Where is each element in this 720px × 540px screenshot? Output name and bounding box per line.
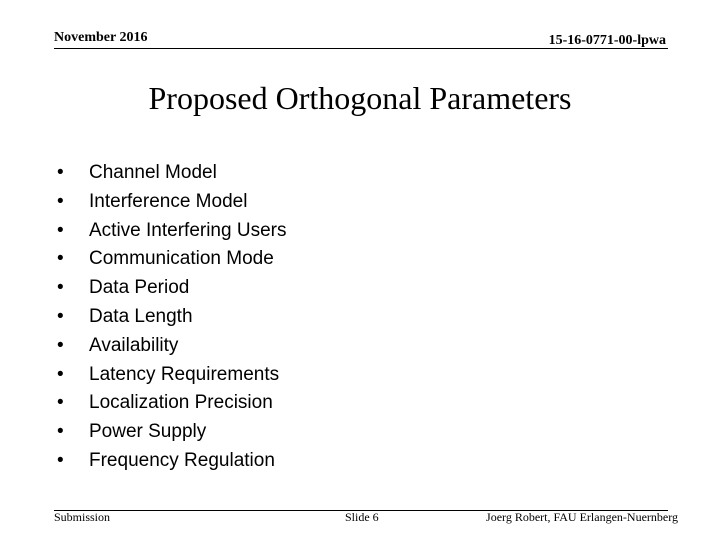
bullet-text: Latency Requirements (89, 363, 280, 385)
bullet-text: Data Period (89, 277, 190, 299)
bullet-text: Interference Model (89, 190, 248, 212)
slide-title: Proposed Orthogonal Parameters (148, 80, 572, 116)
bullet-icon: • (57, 334, 64, 356)
bullet-icon: • (57, 449, 64, 471)
header-doc-id: 15-16-0771-00-lpwa (548, 33, 666, 48)
footer-slide-number: Slide 6 (345, 510, 379, 524)
bullet-text: Frequency Regulation (89, 449, 275, 471)
bullet-icon: • (57, 363, 64, 385)
bullet-text: Communication Mode (89, 248, 274, 270)
bullet-icon: • (57, 392, 64, 414)
bullet-text: Active Interfering Users (89, 219, 287, 241)
header-date: November 2016 (54, 30, 148, 45)
bullet-icon: • (57, 162, 64, 183)
bullet-icon: • (57, 305, 64, 327)
bullet-text: Localization Precision (89, 392, 273, 414)
bullet-text: Availability (89, 334, 179, 356)
footer-author: Joerg Robert, FAU Erlangen-Nuernberg (486, 510, 678, 524)
header-divider (54, 48, 668, 49)
footer-submission: Submission (54, 510, 111, 524)
bullet-text: Channel Model (89, 162, 217, 183)
bullet-text: Power Supply (89, 421, 207, 443)
bullet-icon: • (57, 421, 64, 443)
bullet-icon: • (57, 219, 64, 241)
bullet-text: Data Length (89, 305, 193, 327)
bullet-icon: • (57, 277, 64, 299)
bullet-icon: • (57, 248, 64, 270)
bullet-icon: • (57, 190, 64, 212)
